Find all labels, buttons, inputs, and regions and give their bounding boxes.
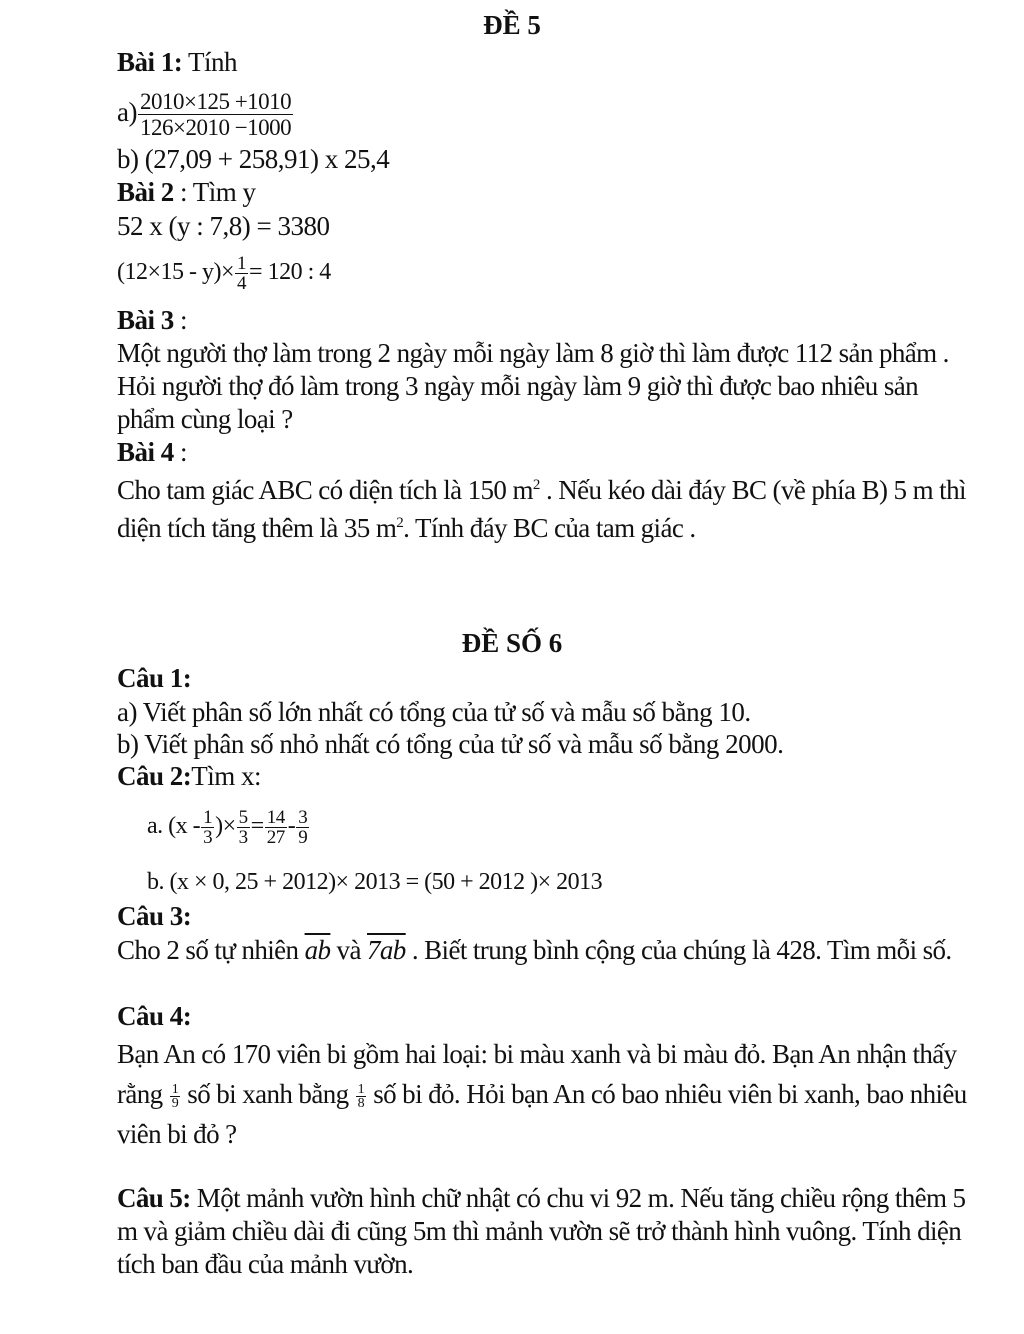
cau3-text-part2: và bbox=[330, 935, 367, 965]
cau2-a-frac4-num: 3 bbox=[298, 806, 308, 828]
cau5-label: Câu 5: bbox=[117, 1183, 191, 1213]
cau4-text bbox=[117, 1034, 977, 1154]
cau2-a-frac3 bbox=[265, 808, 287, 847]
cau2-label: Câu 2: bbox=[117, 761, 192, 791]
cau2-a-frac4 bbox=[296, 808, 309, 847]
cau1-heading bbox=[117, 662, 191, 694]
cau2-a-frac1-den: 3 bbox=[203, 826, 213, 848]
cau4-text-part3: số bi đỏ. Hỏi bạn An có bao nhiêu viên bi xanh, bao nhiêu viên bi đỏ ? bbox=[117, 1079, 967, 1149]
cau4-frac2-den: 8 bbox=[357, 1096, 365, 1112]
cau4-frac1-num: 1 bbox=[171, 1082, 179, 1098]
cau2-a-frac2-num: 5 bbox=[238, 806, 248, 828]
cau2-a-minus: - bbox=[287, 813, 296, 839]
cau4-text-part1: Bạn An có 170 viên bi gồm hai loại: bi màu xanh và bi màu đỏ. Bạn An nhận thấy rằng bbox=[117, 1039, 957, 1109]
cau2-a-frac2-den: 3 bbox=[238, 826, 248, 848]
cau3-text bbox=[117, 934, 977, 967]
cau2-a-frac3-num: 14 bbox=[266, 806, 285, 828]
exam-5-title: ĐỀ 5 bbox=[483, 10, 541, 40]
bai1-label: Bài 1: bbox=[117, 47, 183, 77]
cau3-text-part1: Cho 2 số tự nhiên bbox=[117, 935, 305, 965]
bai4-text-part3: . Tính đáy BC của tam giác . bbox=[403, 513, 696, 543]
cau2-a-prefix: a. bbox=[147, 813, 163, 839]
bai3-suffix: : bbox=[173, 305, 188, 335]
bai4-superscript-2: 2 bbox=[396, 515, 404, 531]
bai4-suffix: : bbox=[173, 437, 188, 467]
bai1-a-denominator: 126×2010 −1000 bbox=[139, 115, 292, 141]
cau1-a: a) Viết phân số lớn nhất có tổng của tử số và mẫu số bằng 10. bbox=[117, 697, 751, 727]
cau2-a-mid: )× bbox=[215, 813, 236, 839]
bai2-eq2 bbox=[117, 244, 331, 300]
cau2-a-frac1 bbox=[201, 808, 214, 847]
bai1-a bbox=[117, 84, 294, 140]
bai3-heading bbox=[117, 304, 187, 336]
bai3-text: Một người thợ làm trong 2 ngày mỗi ngày làm 8 giờ thì làm được 112 sản phẩm . Hỏi người thợ đó làm trong 3 ngày mỗi ngày làm 9 giờ thì được bao nhiêu sản phẩm cùng loại ? bbox=[117, 338, 949, 434]
cau1-label: Câu 1: bbox=[117, 663, 192, 693]
cau3-heading bbox=[117, 900, 191, 932]
cau4-frac1-den: 9 bbox=[171, 1096, 179, 1112]
cau2-text: Tìm x: bbox=[191, 761, 262, 791]
bai2-label: Bài 2 bbox=[117, 177, 174, 207]
cau2-a-frac3-den: 27 bbox=[266, 826, 285, 848]
cau1-b: b) Viết phân số nhỏ nhất có tổng của tử số và mẫu số bằng 2000. bbox=[117, 729, 784, 759]
bai2-heading bbox=[117, 176, 256, 208]
cau4-frac2 bbox=[356, 1083, 366, 1110]
cau5-text bbox=[117, 1182, 977, 1281]
cau4-heading bbox=[117, 1000, 191, 1032]
bai4-text bbox=[117, 469, 977, 545]
cau2-a-frac4-den: 9 bbox=[298, 826, 308, 848]
bai4-label: Bài 4 bbox=[117, 437, 174, 467]
bai1-b: b) (27,09 + 258,91) x 25,4 bbox=[117, 144, 390, 174]
bai1-heading bbox=[117, 46, 237, 78]
bai2-text: : Tìm y bbox=[173, 177, 256, 207]
cau2-heading bbox=[117, 760, 261, 792]
exam-6-title: ĐỀ SỐ 6 bbox=[461, 628, 563, 658]
bai1-a-prefix: a) bbox=[117, 97, 137, 127]
bai2-eq2-left: (12×15 - y)× bbox=[117, 259, 235, 285]
bai2-eq2-numerator: 1 bbox=[237, 252, 247, 274]
cau4-frac1 bbox=[170, 1083, 180, 1110]
cau2-a bbox=[147, 798, 310, 854]
cau4-text-part2: số bi xanh bằng bbox=[181, 1079, 355, 1109]
bai4-heading bbox=[117, 436, 187, 468]
cau2-a-equals: = bbox=[250, 813, 264, 839]
cau2-a-open: (x - bbox=[168, 813, 201, 839]
cau3-label: Câu 3: bbox=[117, 901, 192, 931]
cau2-a-frac1-num: 1 bbox=[203, 806, 213, 828]
bai1-a-fraction bbox=[138, 89, 293, 140]
bai2-eq2-denominator: 4 bbox=[237, 272, 247, 294]
bai2-eq1: 52 x (y : 7,8) = 3380 bbox=[117, 211, 330, 241]
bai4-text-part1: Cho tam giác ABC có diện tích là 150 m bbox=[117, 475, 533, 505]
bai1-a-numerator: 2010×125 +1010 bbox=[139, 89, 292, 115]
cau4-frac2-num: 1 bbox=[357, 1082, 365, 1098]
cau4-label: Câu 4: bbox=[117, 1001, 192, 1031]
bai3-label: Bài 3 bbox=[117, 305, 174, 335]
cau2-b: b. (x × 0, 25 + 2012)× 2013 = (50 + 2012 )× 2013 bbox=[147, 869, 603, 895]
cau3-text-part3: . Biết trung bình cộng của chúng là 428. Tìm mỗi số. bbox=[405, 935, 952, 965]
bai4-superscript-1: 2 bbox=[532, 477, 540, 493]
bai2-eq2-right: = 120 : 4 bbox=[249, 259, 331, 285]
cau5-body: Một mảnh vườn hình chữ nhật có chu vi 92 m. Nếu tăng chiều rộng thêm 5 m và giảm chiều dài đi cũng 5m thì mảnh vườn sẽ trở thành hình vuông. Tính diện tích ban đầu của mảnh vườn. bbox=[117, 1183, 966, 1279]
bai2-eq2-fraction bbox=[235, 254, 248, 293]
cau3-overline-ab: $\overline{ab}$ bbox=[304, 935, 331, 965]
bai1-text: Tính bbox=[182, 47, 238, 77]
cau3-overline-7ab: 7ab bbox=[367, 935, 406, 965]
bai4-text-part2: . Nếu kéo dài đáy BC (về phía B) 5 m thì diện tích tăng thêm là 35 m bbox=[117, 475, 966, 543]
cau2-a-frac2 bbox=[237, 808, 250, 847]
